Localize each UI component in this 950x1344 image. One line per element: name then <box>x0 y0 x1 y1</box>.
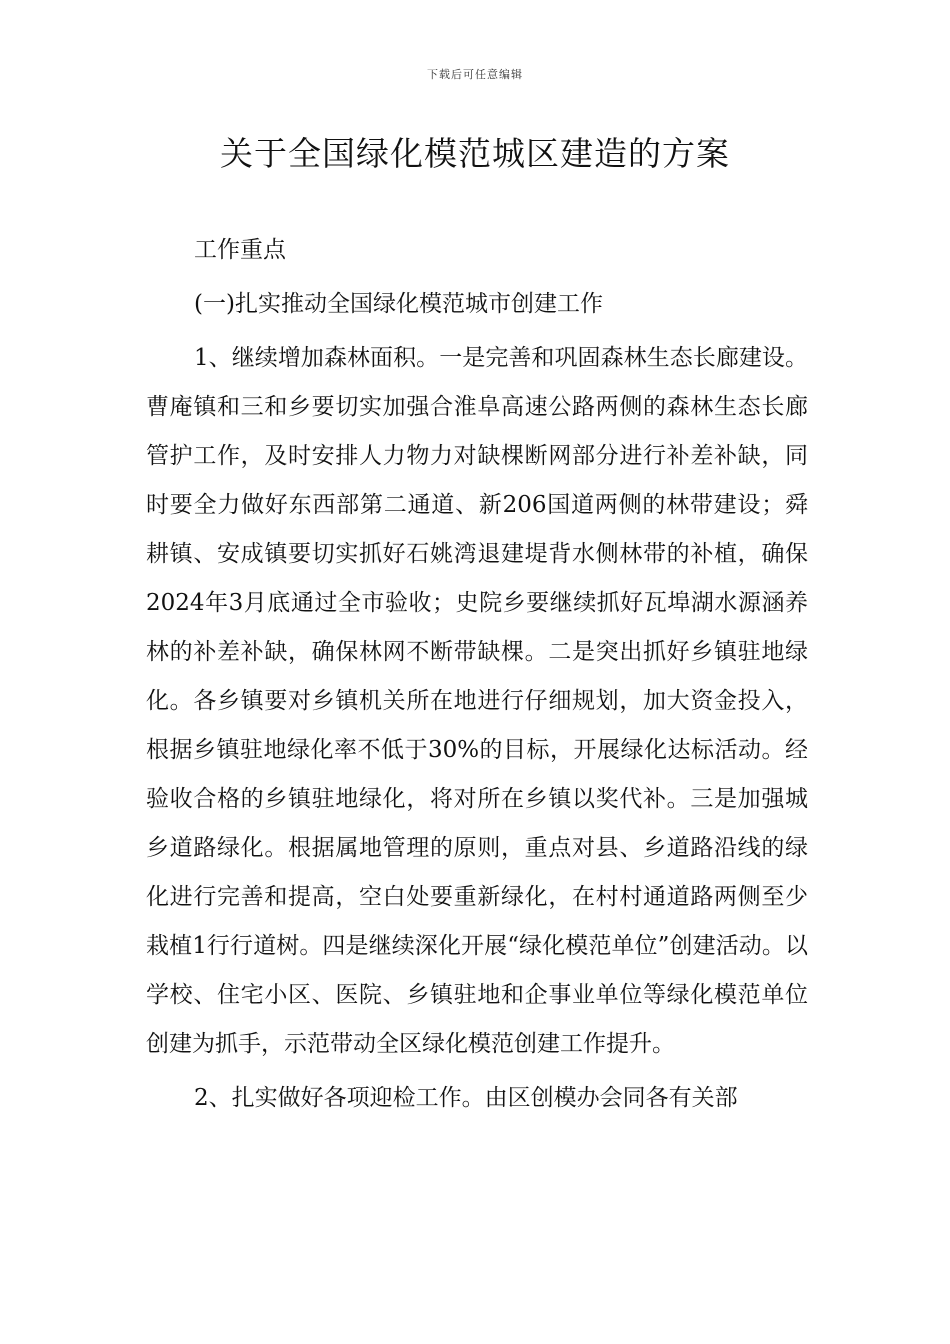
body-paragraph: 2、扎实做好各项迎检工作。由区创模办会同各有关部 <box>194 1085 738 1111</box>
document-body <box>146 226 808 1123</box>
document-title: 关于全国绿化模范城区建造的方案 <box>220 134 730 173</box>
header-note: 下载后可任意编辑 <box>427 68 523 81</box>
subsection-heading: (一)扎实推动全国绿化模范城市创建工作 <box>194 291 603 317</box>
body-paragraph: 1、继续增加森林面积。一是完善和巩固森林生态长廊建设。曹庵镇和三和乡要切实加强合淮阜高速公路两侧的森林生态长廊管护工作，及时安排人力物力对缺棵断网部分进行补差补缺，同时要全力做好东西部第二通道、新206国道两侧的林带建设；舜耕镇、安成镇要切实抓好石姚湾退建堤背水侧林带的补植，确保2024年3月底通过全市验收；史院乡要继续抓好瓦埠湖水源涵养林的补差补缺，确保林网不断带缺棵。二是突出抓好乡镇驻地绿化。各乡镇要对乡镇机关所在地进行仔细规划，加大资金投入，根据乡镇驻地绿化率不低于30%的目标，开展绿化达标活动。经验收合格的乡镇驻地绿化，将对所在乡镇以奖代补。三是加强城乡道路绿化。根据属地管理的原则，重点对县、乡道路沿线的绿化进行完善和提高，空白处要重新绿化，在村村通道路两侧至少栽植1行行道树。四是继续深化开展“绿化模范单位”创建活动。以学校、住宅小区、医院、乡镇驻地和企事业单位等绿化模范单位创建为抓手，示范带动全区绿化模范创建工作提升。 <box>146 345 808 1057</box>
section-heading: 工作重点 <box>194 237 286 263</box>
